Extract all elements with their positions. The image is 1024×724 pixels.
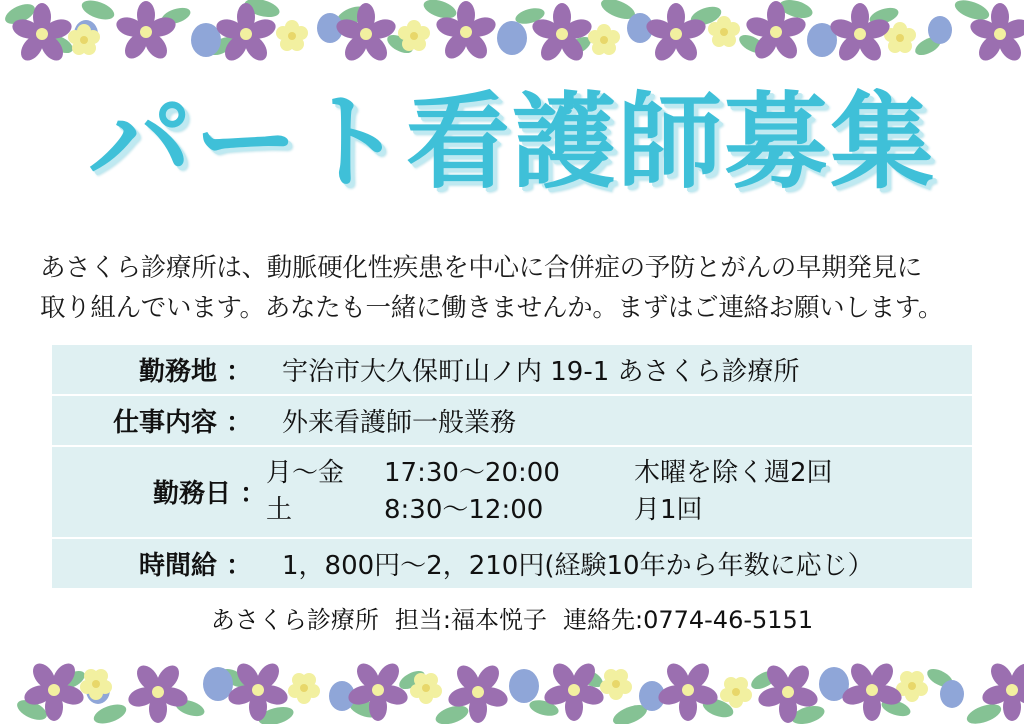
table-row-worklocation [52, 345, 972, 395]
value-hourly-wage: 1，800円〜2，210円(経験10年から年数に応じ） [266, 538, 972, 589]
contact-line [0, 600, 1024, 635]
work-days-weekday-range: 月〜金 [266, 458, 345, 488]
contact-person: 担当:福本悦子 [394, 606, 547, 634]
page-title: パート看護師募集 [87, 81, 936, 203]
label-job-content: 仕事内容 ： [52, 395, 266, 446]
label-work-days: 勤務日 ： [52, 446, 266, 538]
contact-clinic-name: あさくら診療所 [210, 606, 379, 634]
work-days-saturday: 土 [266, 494, 293, 525]
table-row-workdays [52, 446, 972, 538]
floral-border-top [0, 0, 1024, 72]
contact-phone: 連絡先:0774-46-5151 [562, 606, 814, 634]
value-work-days [266, 446, 972, 538]
floral-border-bottom [0, 652, 1024, 724]
intro-paragraph [40, 248, 990, 329]
value-job-content: 外来看護師一般業務 [266, 395, 972, 446]
work-days-weekday-frequency: 木曜を除く週2回 [634, 458, 833, 488]
table-row-jobcontent [52, 395, 972, 446]
table-row-hourlywage [52, 538, 972, 589]
work-days-saturday-time: 8:30〜12:00 [384, 494, 544, 525]
intro-line-2: 取り組んでいます。あなたも一緒に働きませんか。まずはご連絡お願いします。 [40, 293, 944, 324]
label-work-location: 勤務地 ： [52, 345, 266, 395]
work-days-line-2 [266, 492, 972, 529]
job-details-table [52, 345, 972, 590]
poster-title-container [0, 81, 1024, 203]
value-work-location: 宇治市大久保町山ノ内 19-1 あさくら診療所 [266, 345, 972, 395]
intro-line-1: あさくら診療所は、動脈硬化性疾患を中心に合併症の予防とがんの早期発見に [40, 253, 923, 283]
work-days-weekday-time: 17:30〜20:00 [384, 458, 560, 488]
work-days-line-1 [266, 455, 972, 492]
work-days-saturday-frequency: 月1回 [634, 494, 703, 525]
label-hourly-wage: 時間給 ： [52, 538, 266, 589]
